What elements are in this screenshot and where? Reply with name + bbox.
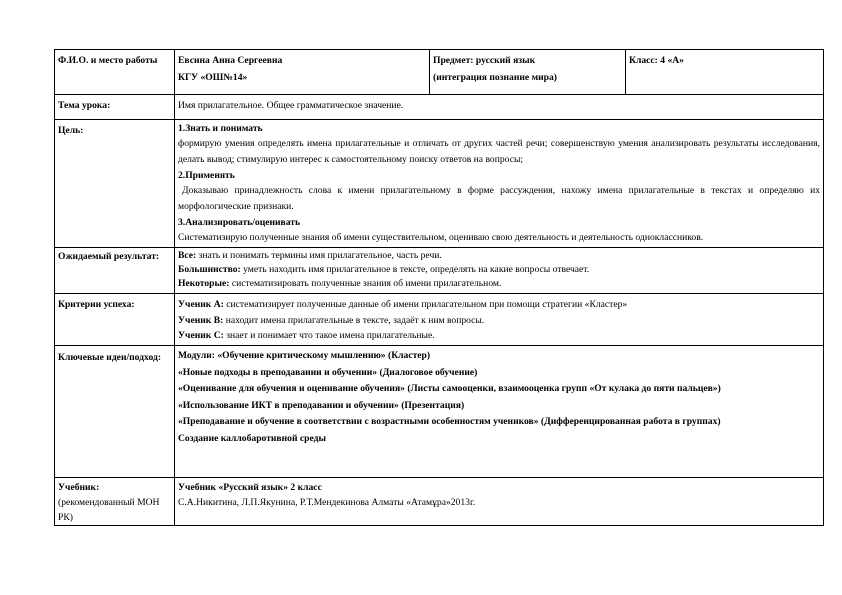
subject-line-2: (интеграция познание мира) xyxy=(433,71,557,83)
expected-most-text: уметь находить имя прилагательное в тексте, определять на какие вопросы отвечает. xyxy=(240,264,590,275)
criteria-student-b xyxy=(178,313,820,329)
topic-row xyxy=(55,95,824,120)
criteria-c-tag: Ученик С: xyxy=(178,330,224,341)
expected-cell xyxy=(175,248,824,294)
key-ideas-row xyxy=(55,346,824,478)
textbook-cell xyxy=(175,478,824,526)
criteria-c-text: знает и понимает что такое имена прилагательные. xyxy=(223,330,435,341)
criteria-b-text: находит имена прилагательные в тексте, задаёт к ним вопросы. xyxy=(223,314,485,326)
key-idea-2: «Новые подходы в преподавании и обучении» (Диалоговое обучение) xyxy=(178,366,478,378)
textbook-title: Учебник «Русский язык» 2 класс xyxy=(178,482,322,493)
expected-line-some xyxy=(178,277,820,291)
goal-cell xyxy=(175,120,824,248)
lesson-plan xyxy=(54,49,823,526)
header-row xyxy=(55,50,824,95)
expected-all-tag: Все: xyxy=(178,250,197,261)
criteria-label: Критерии успеха: xyxy=(55,294,175,346)
key-ideas-cell xyxy=(175,346,824,478)
goal-heading-1: 1.Знать и понимать xyxy=(178,123,263,134)
expected-line-all xyxy=(178,249,820,263)
class-cell xyxy=(626,50,824,95)
teacher-name: Евсина Анна Сергеевна xyxy=(178,55,283,66)
criteria-student-c xyxy=(178,328,820,344)
textbook-label-cell xyxy=(55,478,175,526)
lesson-plan-table xyxy=(54,49,824,526)
key-idea-5: «Преподавание и обучение в соответствии с возрастными особенностям учеников» (Дифференцированная работа в группах) xyxy=(178,416,721,428)
expected-most-tag: Большинство: xyxy=(178,264,241,275)
goal-row xyxy=(55,120,824,248)
goal-text-2: Доказываю принадлежность слова к имени прилагательному в форме рассуждения, нахожу имена прилагательные в текстах и определяю их морфологические признаки. xyxy=(178,185,820,212)
criteria-a-text: систематизирует полученные данные об имени прилагательном при помощи стратегии «Кластер» xyxy=(223,299,628,310)
key-idea-3: «Оценивание для обучения и оценивание обучения» (Листы самооценки, взаимооценка групп «От кулака до пяти пальцев») xyxy=(178,383,721,395)
key-idea-1: Модули: «Обучение критическому мышлению» (Кластер) xyxy=(178,350,431,361)
criteria-cell xyxy=(175,294,824,346)
textbook-label: Учебник: xyxy=(58,482,100,493)
expected-some-tag: Некоторые: xyxy=(178,278,230,289)
topic-value: Имя прилагательное. Общее грамматическое значение. xyxy=(175,95,824,120)
school-name: КГУ «ОШ№14» xyxy=(178,71,248,83)
teacher-cell xyxy=(175,50,430,95)
expected-some-text: систематизировать полученные знания об имени прилагательном. xyxy=(229,278,502,289)
expected-all-text: знать и понимать термины имя прилагательное, часть речи. xyxy=(196,250,442,261)
criteria-student-a xyxy=(178,297,820,313)
textbook-label-note: (рекомендованный МОН РК) xyxy=(58,497,160,523)
goal-heading-3: 3.Анализировать/оценивать xyxy=(178,217,301,228)
goal-label: Цель: xyxy=(55,120,175,248)
textbook-row xyxy=(55,478,824,526)
goal-text-1: формирую умения определять имена прилагательные и отличать от других частей речи; совершенствую умения анализировать результаты исследования, делать вывод; стимулирую интерес к самостоятельному поиску ответов на вопросы; xyxy=(178,138,820,165)
subject-line-1: Предмет: русский язык xyxy=(433,55,536,66)
key-idea-6: Создание каллобаротивной среды xyxy=(178,432,326,444)
subject-cell xyxy=(430,50,626,95)
criteria-b-tag: Ученик В: xyxy=(178,314,224,326)
criteria-row xyxy=(55,294,824,346)
goal-heading-2: 2.Применять xyxy=(178,170,235,181)
key-idea-4: «Использование ИКТ в преподавании и обучении» (Презентация) xyxy=(178,399,465,411)
goal-text-3: Систематизирую полученные знания об имени существительном, оцениваю свою деятельность и деятельность одноклассников. xyxy=(178,232,704,243)
criteria-a-tag: Ученик А: xyxy=(178,299,224,310)
expected-line-most xyxy=(178,263,820,277)
topic-label: Тема урока: xyxy=(55,95,175,120)
textbook-authors: С.А.Никитина, Л.П.Якунина, Р.Т.Мендекинова Алматы «Атамұра»2013г. xyxy=(178,497,476,508)
fio-label: Ф.И.О. и место работы xyxy=(55,50,175,95)
class-value: Класс: 4 «А» xyxy=(629,55,684,66)
expected-label: Ожидаемый результат: xyxy=(55,248,175,294)
key-ideas-label: Ключевые идеи/подход: xyxy=(55,346,175,478)
expected-row xyxy=(55,248,824,294)
